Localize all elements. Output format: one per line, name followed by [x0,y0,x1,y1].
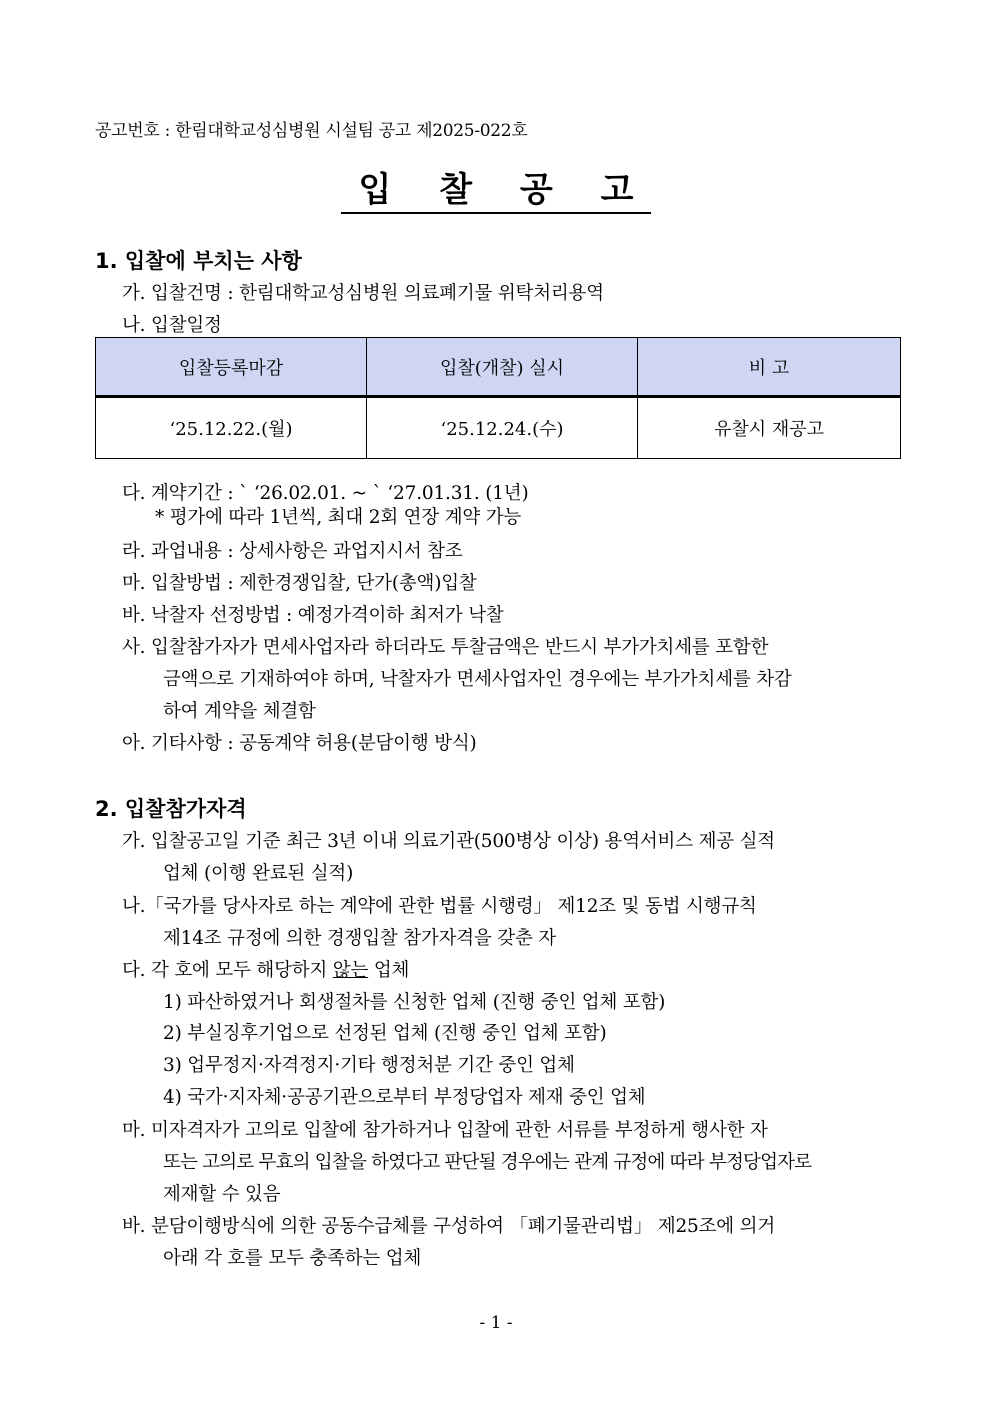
list-item: 3) 업무정지·자격정지·기타 행정처분 기간 중인 업체 [163,1055,575,1076]
table-row [96,397,901,459]
bid-method-line: 마. 입찰방법 : 제한경쟁입찰, 단가(총액)입찰 [122,573,477,594]
vat-clause-line-3: 하여 계약을 체결함 [163,701,316,722]
qualification-d-line-1: 마. 미자격자가 고의로 입찰에 참가하거나 입찰에 관한 서류를 부정하게 행사한 자 [122,1120,768,1141]
list-item: 1) 파산하였거나 회생절차를 신청한 업체 (진행 중인 업체 포함) [163,992,666,1013]
title-text: 입 찰 공 고 [341,170,652,214]
list-item: 4) 국가·지자체·공공기관으로부터 부정당업자 제재 중인 업체 [163,1087,646,1108]
bid-name-line: 가. 입찰건명 : 한림대학교성심병원 의료폐기물 위탁처리용역 [122,283,604,304]
section-2-heading: 2. 입찰참가자격 [95,797,247,821]
table-cell: ‘25.12.22.(월) [96,397,367,459]
contract-period-line: 다. 계약기간 : ` ‘26.02.01. ~ ` ‘27.01.31. (1년) [122,483,529,504]
bid-schedule-table [95,337,901,459]
qualification-e-line-1: 바. 분담이행방식에 의한 공동수급체를 구성하여 「폐기물관리법」 제25조에 의거 [122,1216,775,1237]
table-header-cell: 입찰(개찰) 실시 [367,338,638,397]
task-content-line: 라. 과업내용 : 상세사항은 과업지시서 참조 [122,541,463,562]
qualification-a-line-1: 가. 입찰공고일 기준 최근 3년 이내 의료기관(500병상 이상) 용역서비스 제공 실적 [122,831,775,852]
vat-clause-line-2: 금액으로 기재하여야 하며, 낙찰자가 면세사업자인 경우에는 부가가치세를 차감 [163,669,792,690]
winner-selection-line: 바. 낙찰자 선정방법 : 예정가격이하 최저가 낙찰 [122,605,504,626]
qualification-b-line-1: 나.「국가를 당사자로 하는 계약에 관한 법률 시행령」 제12조 및 동법 시행규칙 [122,896,757,917]
notice-number: 공고번호 : 한림대학교성심병원 시설팀 공고 제2025-022호 [95,121,528,141]
qualification-c-underlined: 않는 [332,960,369,981]
table-cell: 유찰시 재공고 [638,397,901,459]
qualification-a-line-2: 업체 (이행 완료된 실적) [163,863,354,884]
bid-schedule-label: 나. 입찰일정 [122,315,222,336]
contract-period-note: * 평가에 따라 1년씩, 최대 2회 연장 계약 가능 [155,507,522,528]
section-1-heading: 1. 입찰에 부치는 사항 [95,249,302,273]
page-number: - 1 - [479,1313,513,1333]
table-header-cell: 입찰등록마감 [96,338,367,397]
qualification-d-line-3: 제재할 수 있음 [163,1184,281,1205]
table-cell: ‘25.12.24.(수) [367,397,638,459]
other-matters-line: 아. 기타사항 : 공동계약 허용(분담이행 방식) [122,733,477,754]
qualification-c-prefix: 다. 각 호에 모두 해당하지 [122,960,333,981]
vat-clause-line-1: 사. 입찰참가자가 면세사업자라 하더라도 투찰금액은 반드시 부가가치세를 포함한 [122,637,769,658]
list-item: 2) 부실징후기업으로 선정된 업체 (진행 중인 업체 포함) [163,1023,607,1044]
qualification-e-line-2: 아래 각 호를 모두 충족하는 업체 [163,1248,422,1269]
table-header-row [96,338,901,397]
qualification-c-line [122,956,409,982]
table-header-cell: 비 고 [638,338,901,397]
document-title [0,162,992,211]
qualification-c-suffix: 업체 [368,960,410,981]
qualification-d-line-2: 또는 고의로 무효의 입찰을 하였다고 판단될 경우에는 관계 규정에 따라 부정당업자로 [163,1152,812,1173]
qualification-b-line-2: 제14조 규정에 의한 경쟁입찰 참가자격을 갖춘 자 [163,928,556,949]
